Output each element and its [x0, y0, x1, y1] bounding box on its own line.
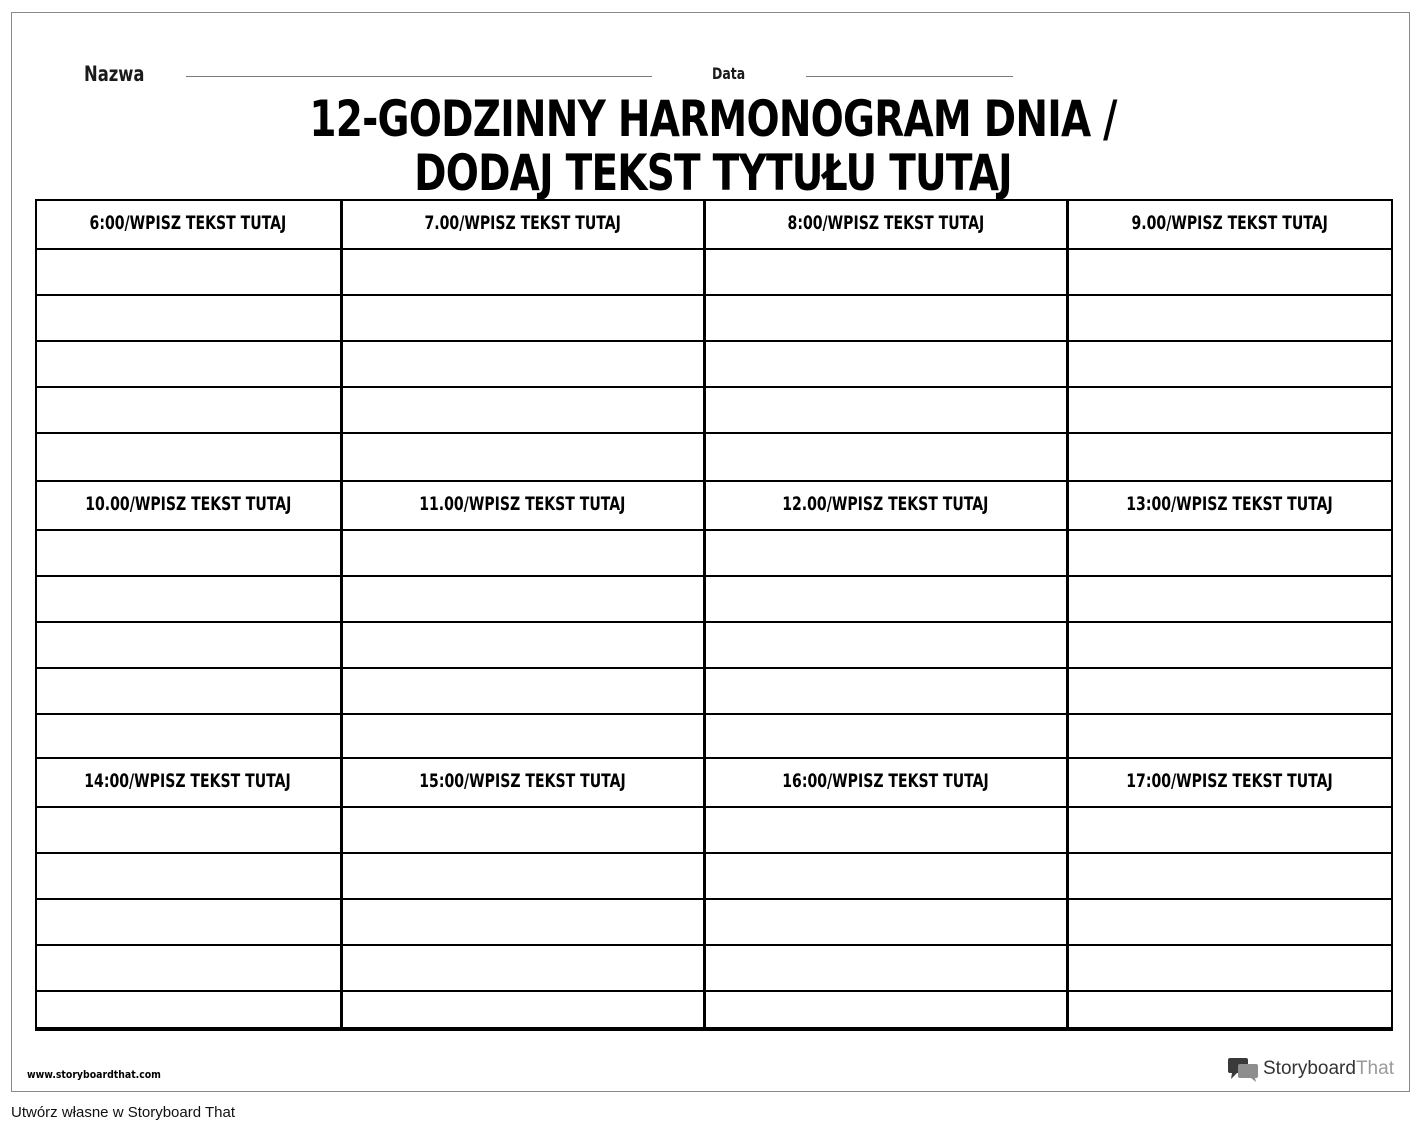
time-slot-header[interactable] — [35, 493, 341, 515]
speech-bubbles-icon — [1227, 1056, 1259, 1082]
header-underline — [35, 248, 1393, 250]
brand-logo — [1227, 1055, 1394, 1083]
time-slot-label: 6:00/WPISZ TEKST TUTAJ — [89, 212, 287, 234]
writing-line — [35, 294, 1393, 296]
time-slot-label: 14:00/WPISZ TEKST TUTAJ — [84, 770, 292, 792]
header-underline — [35, 529, 1393, 531]
date-field[interactable] — [806, 76, 1013, 77]
time-slot-label: 11.00/WPISZ TEKST TUTAJ — [419, 493, 626, 515]
time-slot-header[interactable] — [704, 770, 1067, 792]
time-slot-label: 9.00/WPISZ TEKST TUTAJ — [1131, 212, 1329, 234]
brand-name-story: Storyboard — [1263, 1058, 1356, 1079]
time-slot-label: 8:00/WPISZ TEKST TUTAJ — [787, 212, 984, 234]
time-slot-label: 10.00/WPISZ TEKST TUTAJ — [84, 493, 292, 515]
time-slot-label: 7.00/WPISZ TEKST TUTAJ — [424, 212, 621, 234]
page-title — [0, 92, 1425, 200]
writing-line — [35, 432, 1393, 434]
time-slot-header[interactable] — [35, 770, 341, 792]
column-divider — [1066, 199, 1069, 1031]
time-slot-header[interactable] — [704, 493, 1067, 515]
bottom-border — [35, 1027, 1393, 1029]
time-slot-header[interactable] — [1067, 770, 1393, 792]
block-divider — [35, 480, 1393, 482]
column-divider — [340, 199, 343, 1031]
page-title-text: 12-GODZINNY HARMONOGRAM DNIA / DODAJ TEKST TYTUŁU TUTAJ — [308, 90, 1117, 202]
name-field[interactable] — [186, 76, 652, 77]
name-label: Nazwa — [84, 62, 145, 86]
time-slot-header[interactable] — [35, 212, 341, 234]
writing-line — [35, 852, 1393, 854]
writing-line — [35, 667, 1393, 669]
writing-line — [35, 898, 1393, 900]
writing-line — [35, 575, 1393, 577]
time-slot-label: 12.00/WPISZ TEKST TUTAJ — [782, 493, 989, 515]
time-slot-label: 16:00/WPISZ TEKST TUTAJ — [782, 770, 989, 792]
create-your-own-link[interactable]: Utwórz własne w Storyboard That — [11, 1104, 235, 1121]
time-slot-header[interactable] — [341, 212, 704, 234]
writing-line — [35, 944, 1393, 946]
header-underline — [35, 806, 1393, 808]
writing-line — [35, 621, 1393, 623]
writing-line — [35, 386, 1393, 388]
writing-line — [35, 340, 1393, 342]
footer-url: www.storyboardthat.com — [27, 1068, 161, 1081]
time-slot-header[interactable] — [1067, 212, 1393, 234]
time-slot-header[interactable] — [1067, 493, 1393, 515]
date-label: Data — [712, 64, 746, 83]
schedule-grid — [35, 199, 1393, 1031]
time-slot-label: 17:00/WPISZ TEKST TUTAJ — [1126, 770, 1334, 792]
time-slot-label: 15:00/WPISZ TEKST TUTAJ — [419, 770, 626, 792]
time-slot-header[interactable] — [704, 212, 1067, 234]
block-divider — [35, 757, 1393, 759]
column-divider — [703, 199, 706, 1031]
time-slot-header[interactable] — [341, 493, 704, 515]
brand-name-that: That — [1355, 1058, 1394, 1079]
time-slot-label: 13:00/WPISZ TEKST TUTAJ — [1126, 493, 1334, 515]
time-slot-header[interactable] — [341, 770, 704, 792]
writing-line — [35, 713, 1393, 715]
writing-line — [35, 990, 1393, 992]
